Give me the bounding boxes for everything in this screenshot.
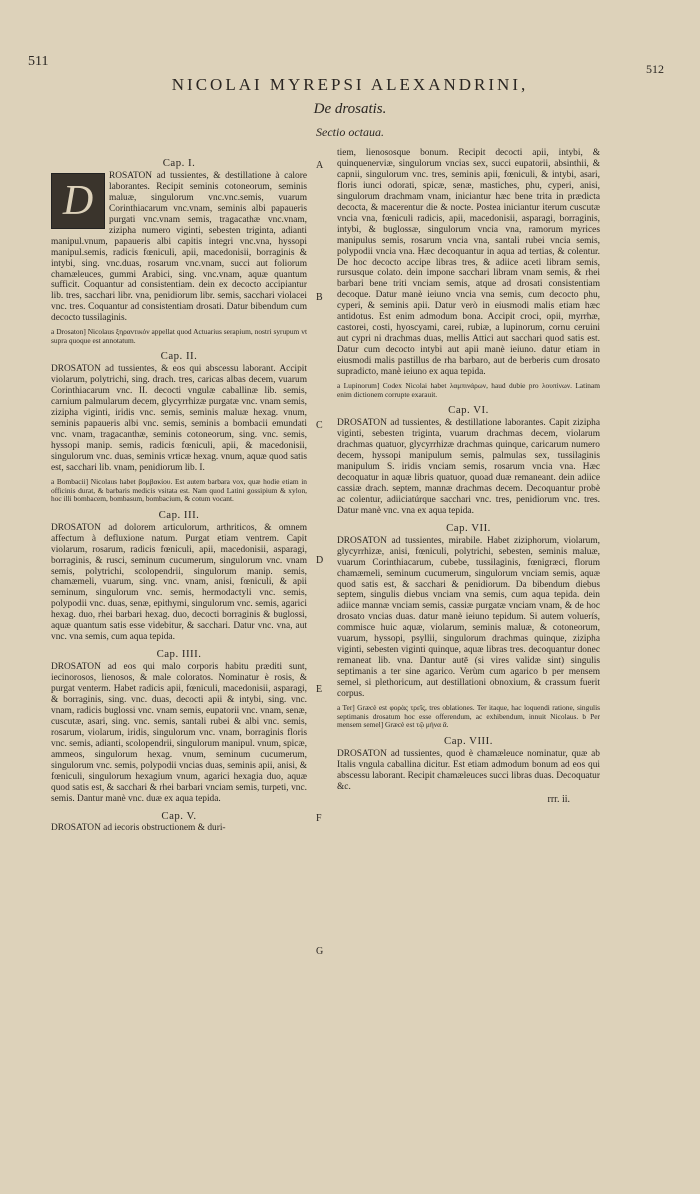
chapter-text: D ROSATON ad tussientes, & destillatione à calore laborantes. Recipit seminis cotoneorum, seminis maluæ, singulorum vnc.vnc.semis, vuarum Corinthiacarum vnc.vnam, seminis albi papaueris purgati vnc.vnam semis, tragacathæ vnc.vnam, zizipha numero viginti, sebesten triginta, adianti manipul.vnum, papaueris albi capitis integri vnc.vna, hyssopi manipul.semis, radicis fœniculi, apii, macedonisii, borraginis & intybi, sing. vnc.duas, rosarum vnc.vnam, succi aut foliorum chamæleuces, gummi Arabici, sing. vnc.vnam, aquæ quantum sufficit. Coquantur ad consistentiam. dein ex decocto accipiantur lib. tres, sacchari libr. vna, penidiorum libr. semis, sacchari violacei vnc. tres. Coquantur ad consistentiam drosati. Datur bibendum cum decocto tussilaginis. — [51, 170, 307, 324]
footnote: a Bombacii] Nicolaus habet βομβακίου. Est autem barbara vox, quæ hodie etiam in officinis durat, & barbaris medicis vsitata est. Nam quod Latini gossipium & xylon, hoc illi bombacem, bombasum, bombacium, & cotum vocant. — [51, 476, 307, 504]
footnote: a Drosaton] Nicolaus ξηραντικόν appellat quod Actuarius serapium, nostri syrupum vt supra quoque est annotatum. — [51, 327, 307, 345]
chapter-text: DROSATON ad dolorem articulorum, arthriticos, & omnem affectum à defluxione natum. Purgat etiam ventrem. Capit violarum, rosarum, radicis fœniculi, apii, macedonisii, asparagi, borraginis, & rusci, seminum cucumerum, singulorum vnc. vnam semis, polytrichi, scolopendrii, singulorum manip. semis, chamæmeli, vuarum, sing. vnc. vnam, anisi, fœniculi, & apii seminum, singulorum vnc. semis, hermodactyli vnc. semis, polypodii vnc. duas, senæ, epithymi, singulorum vnc. semis, agarici hexag. duo, rhei barbari hexag. duo, decocti borraginis & buglossi, aquæ quantum satis esse videbitur, & sacchari. Datur vnc. vna, aut vnc. vna semis, cum aqua tepida. — [51, 522, 307, 643]
chapter-text: DROSATON ad tussientes, & eos qui abscessu laborant. Accipit violarum, polytrichi, sing. drach. tres, caricas albas decem, vuarum Corinthiacarum vnc. II. decocti vngulæ caballinæ lib. semis, carnium palmularum decem, glycyrrhizæ purgatæ vnc. vnam semis, zizipha viginti, iridis vnc. semis, seminis maluæ hexag. vnum, seminis papaueris albi vnc. semis, seminis a bombacii emundati vnc. vnam, tragacanthæ, seminis cotoneorum, sing. vnc. semis, hyssopi manip. semis, radicis fœniculi, apii, & macedonisii, singulorum vnc. duas, seminis vrticæ hexag. vnum, aquæ quod satis est, sacchari lib. vnam, penidiorum lib. I. — [51, 364, 307, 474]
margin-letter: C — [316, 420, 323, 431]
decorated-initial: D — [51, 173, 105, 229]
left-column — [51, 152, 307, 834]
chapter-text: DROSATON ad tussientes, & destillatione laborantes. Capit zizipha viginti, sebesten triginta, vuarum drachmas decem, violarum drachmas quatuor, glycyrrhizæ drachmas quinque, caricarum numero decem, hyssopi manipulum semis, palmulas sex, tussilaginis manipulum S. iridis vnciam semis, rosarum vncia vna. Hæc decoquatur in aquæ libris quatuor, quoad duæ remaneant. dein adiice cassiæ drach. septem, mannæ drachmas decem. Decoquantur probè ac colentur, adiiciatúrque sacchari vnc. tres, penidiorum vnc. tres. Datur manè vnc. vna ex aqua tepida. — [337, 418, 600, 516]
section-title: Sectio octaua. — [316, 125, 384, 139]
signature-mark: rrr. ii. — [547, 793, 570, 805]
footnote: a Lupinorum] Codex Nicolai habet λαμπινάρων, haud dubie pro λουπίνων. Latinam enim dictionem corrupte exarauit. — [337, 381, 600, 399]
running-title: NICOLAI MYREPSI ALEXANDRINI, — [171, 75, 529, 94]
page-number-left: 511 — [28, 54, 49, 69]
chapter-heading: Cap. VI. — [448, 404, 489, 417]
chapter-heading: Cap. VIII. — [444, 734, 493, 747]
chapter-heading: Cap. III. — [158, 508, 200, 521]
chapter-heading: Cap. V. — [161, 809, 197, 822]
chapter-text: tiem, lienososque bonum. Recipit decocti apii, intybi, & quinquenerviæ, singulorum vncias sex, succi eupatorii, absinthii, & capnii, singulorum vnc. tres, seminis apii, fœniculi, & intybi, asari, floris iunci odorati, spicæ, senæ, mastiches, phu, cyperi, anisi, singulorum drachmam vnam, iniciantur hæc bene trita in prædicta decocta, & macerentur die & nocte. Postea iniciantur iterum cuscutæ vncia vna, fœniculi radicis, apii, macedonisii, asparagi, borraginis, intybi, & buglossæ, singulorum vncia vna, ramorum myrices manipulus semis, rosarum vncia vna, santali rubei vncia semis, polypodii vncia vna. Hæc decoquantur in aqua ad tertias, & colentur. De hoc decocto accipe libras tres, & adiice aceti libram semis, rursusque colato. dein impone sacchari libram vnam semis, & rhei barbari bene triti vnciam semis, atque ad drosati consistentiam decoque. Datur manè ieiuno vncia vna semis, cum decocto phu, cyperi, & seminis apii. Datur verò in eiusmodi malis etiam hæc antidotus. Est enim admodum bona. Accipit croci, opii, myrrhæ, castorei, costi, hyoscyami, carei, rubiæ, a lupinorum, cornu ceruini aut cypri ni drachmas duas, mellis Attici aut sacchari quod satis est. Datur cum decocto intybi aut apii manè ieiuno. datur etiam in eiusmodi malis pastillus de rha barbaro, aut de berberis cum drosato supradicto, manè ieiuno ex aqua tepida. — [337, 148, 600, 378]
margin-letter: G — [316, 946, 324, 957]
margin-letter: B — [316, 292, 323, 303]
page-number-right: 512 — [646, 62, 664, 76]
chapter-heading: Cap. II. — [160, 350, 198, 363]
margin-letter: F — [316, 813, 322, 824]
chapter-text: DROSATON ad tussientes, mirabile. Habet ziziphorum, violarum, glycyrrhizæ, anisi, fœniculi, polytrichi, sebesten, seminis maluæ, vuarum Corinthiacarum, cubebe, tussilaginis, fœnigræci, florum chamæmeli, seminum cucumerum, singulorum vnciam semis, aquæ quod satis est, & sacchari & penidiorum. Da bibendum diebus septem, singulis diebus vnciam vna semis, cum aqua tepida. dein adiice mannæ vnciam semis, cassiæ purgatæ vnciam vnam, & de hoc drosato vncias duas. datur manè ieiuno tepidum. Si autem voluerís, commisce huic aquæ, violarum, seminis maluæ, & cotoneorum, vuarum, hyssopi, psyllii, singulorum drachmas quinque, zizipha viginti, sebesten viginti quinque, aquæ libras tres. decoquantur donec remaneat lib. vna. Dantur autē (si vires validæ sint) singulis septimanis a ter sine agarico. Verùm cum agarico b per mensem semel, si plethoricum, aut destillationi obnoxium, & crassum fuerit corpus. — [337, 535, 600, 700]
margin-letter: A — [316, 160, 324, 171]
chapter-title: De drosatis. — [313, 101, 387, 117]
footnote: a Ter] Græcè est φορὰς τρεῖς, tres oblationes. Ter itaque, hac loquendi ratione, singulis septimanis drosatum hoc esse offerendum, ac exhibendum, innuit Nicolaus. b Per mensem semel] Græcè est τῷ μήνα ἅ. — [337, 702, 600, 730]
margin-letter: E — [316, 684, 323, 695]
chapter-text: DROSATON ad tussientes, quod è chamæleuce nominatur, quæ ab Italis vngula caballina dicitur. Est etiam admodum bonum ad eos qui abscessu laborant. Recipit chamæleuces succi libras duas. Decoquatur &c. — [337, 748, 600, 792]
chapter-heading: Cap. I. — [162, 157, 196, 169]
margin-letter: D — [316, 555, 324, 566]
chapter-text: DROSATON ad iecoris obstructionem & duri- — [51, 823, 226, 834]
chapter-text: DROSATON ad eos qui malo corporis habitu præditi sunt, iecinorosos, lienosos, & male coloratos. Nominatur è rosis, & purgat venterm. Habet radicis apii, fœniculi, macedonisii, asparagi, & borraginis, sing. vnc. duas, decocti apii & intybi, sing. vnc. vnam, radicis buglossi vnc. vnam semis, eupatorii vnc. vnam, senæ, cuscutæ, asari, sing. vnc. semis, santali rubei & albi vnc. semis, rosarum, violarum, iridis, singulorum vnc. vnam, borraginis floris vnc. semis, adianti, scolopendrii, singulorum manipul. vnum, spicæ, ammeos, singulorum hexag. vnum, seminum cucumerum, singulorum vnc. semis, polypodii vncias duas, seminis apii, anisi, & fœniculi, singulorum hexagium vnum, agarici hexagia duo, aquæ quod satis est, & sacchari & rhei barbari vnciam semis, turpeti, vnc. semis. Dantur manè vnc. duæ ex aqua tepida. — [51, 662, 307, 804]
right-column — [337, 148, 600, 805]
chapter-heading: Cap. IIII. — [156, 648, 202, 661]
chapter-heading: Cap. VII. — [446, 521, 491, 534]
